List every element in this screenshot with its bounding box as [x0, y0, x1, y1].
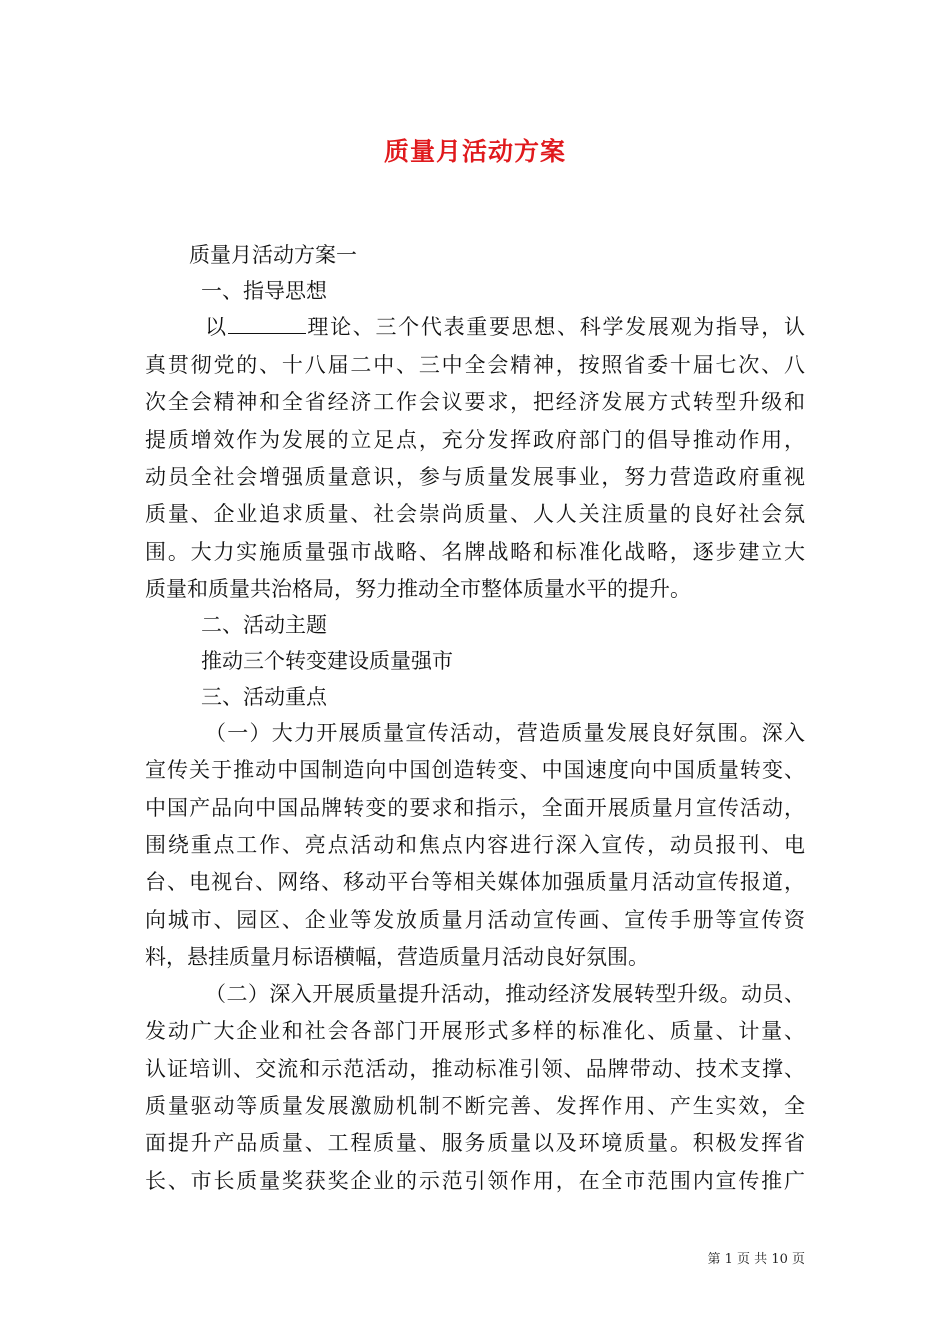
section1-heading: 一、指导思想 [201, 279, 327, 303]
text-line: 台、电视台、网络、移动平台等相关媒体加强质量月活动宣传报道， [145, 870, 805, 895]
document-title: 质量月活动方案 [383, 137, 566, 166]
section1-first-line [205, 314, 805, 340]
text: 以 [205, 315, 228, 339]
text-line: 质量、企业追求质量、社会崇尚质量、人人关注质量的良好社会氛 [145, 502, 805, 527]
text-line: 围。大力实施质量强市战略、名牌战略和标准化战略，逐步建立大 [145, 539, 805, 564]
text-line: 围绕重点工作、亮点活动和焦点内容进行深入宣传，动员报刊、电 [145, 832, 805, 857]
text-line: 质量和质量共治格局，努力推动全市整体质量水平的提升。 [145, 576, 691, 601]
text-line: 宣传关于推动中国制造向中国创造转变、中国速度向中国质量转变、 [145, 758, 805, 783]
text-line: 面提升产品质量、工程质量、服务质量以及环境质量。积极发挥省 [145, 1131, 805, 1156]
text-line: 动员全社会增强质量意识，参与质量发展事业，努力营造政府重视 [145, 464, 805, 489]
text-line: 长、市长质量奖获奖企业的示范引领作用，在全市范围内宣传推广 [145, 1168, 805, 1193]
fill-in-blank [228, 315, 306, 334]
text-line: 质量驱动等质量发展激励机制不断完善、发挥作用、产生实效，全 [145, 1093, 805, 1118]
text-line: 中国产品向中国品牌转变的要求和指示，全面开展质量月宣传活动， [145, 795, 805, 820]
text-line: 次全会精神和全省经济工作会议要求，把经济发展方式转型升级和 [145, 390, 805, 415]
section2-heading: 二、活动主题 [201, 613, 327, 637]
text-line: 向城市、园区、企业等发放质量月活动宣传画、宣传手册等宣传资 [145, 907, 805, 932]
text-line: 认证培训、交流和示范活动，推动标准引领、品牌带动、技术支撑、 [145, 1056, 805, 1081]
section3-heading: 三、活动重点 [201, 685, 327, 709]
text-line: （二）深入开展质量提升活动，推动经济发展转型升级。动员、 [205, 982, 805, 1006]
text-line: 真贯彻党的、十八届二中、三中全会精神，按照省委十届七次、八 [145, 353, 805, 377]
text: 理论、三个代表重要思想、科学发展观为指导，认 [305, 315, 806, 339]
subtitle: 质量月活动方案一 [189, 243, 357, 267]
text-line: 发动广大企业和社会各部门开展形式多样的标准化、质量、计量、 [145, 1019, 805, 1044]
text-line: 料，悬挂质量月标语横幅，营造质量月活动良好氛围。 [145, 944, 649, 969]
text-line: 提质增效作为发展的立足点，充分发挥政府部门的倡导推动作用， [145, 427, 805, 452]
page-number: 第 1 页 共 10 页 [707, 1252, 805, 1267]
text-line: （一）大力开展质量宣传活动，营造质量发展良好氛围。深入 [205, 721, 805, 745]
section2-text: 推动三个转变建设质量强市 [201, 649, 453, 673]
